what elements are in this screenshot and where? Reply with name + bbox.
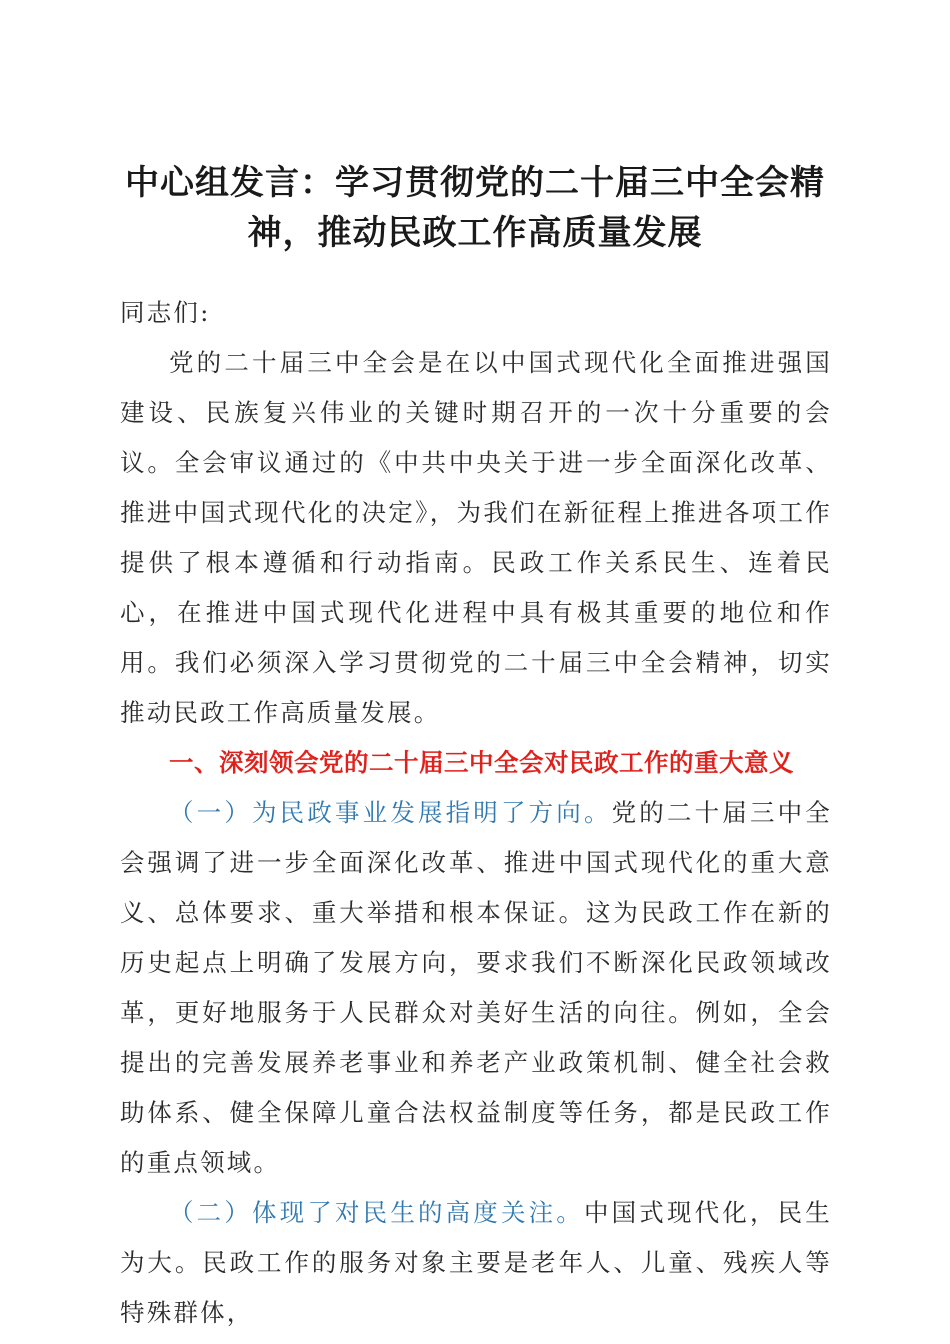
subheading-1-1: （一）为民政事业发展指明了方向。: [169, 798, 612, 827]
intro-paragraph: 党的二十届三中全会是在以中国式现代化全面推进强国建设、民族复兴伟业的关键时期召开的一次十分重要的会议。全会审议通过的《中共中央关于进一步全面深化改革、推进中国式现代化的决定》，为我们在新征程上推进各项工作提供了根本遵循和行动指南。民政工作关系民生、连着民心，在推进中国式现代化进程中具有极其重要的地位和作用。我们必须深入学习贯彻党的二十届三中全会精神，切实推动民政工作高质量发展。: [120, 348, 832, 727]
document-body: [120, 288, 832, 1338]
section-heading-1: 一、深刻领会党的二十届三中全会对民政工作的重大意义: [169, 748, 794, 777]
paragraph-1-1-text: 党的二十届三中全会强调了进一步全面深化改革、推进中国式现代化的重大意义、总体要求、重大举措和根本保证。这为民政工作在新的历史起点上明确了发展方向，要求我们不断深化民政领域改革，更好地服务于人民群众对美好生活的向往。例如，全会提出的完善发展养老事业和养老产业政策机制、健全社会救助体系、健全保障儿童合法权益制度等任务，都是民政工作的重点领域。: [120, 798, 832, 1177]
document-title: 中心组发言：学习贯彻党的二十届三中全会精神，推动民政工作高质量发展: [125, 163, 825, 253]
paragraph-1-2: [120, 1188, 832, 1338]
subheading-1-2: （二）体现了对民生的高度关注。: [169, 1198, 584, 1227]
paragraph-1-2-text: 中国式现代化，民生为大。民政工作的服务对象主要是老年人、儿童、残疾人等特殊群体，: [120, 1198, 832, 1327]
paragraph-1-1: [120, 788, 832, 1188]
salutation: 同志们:: [120, 298, 211, 327]
